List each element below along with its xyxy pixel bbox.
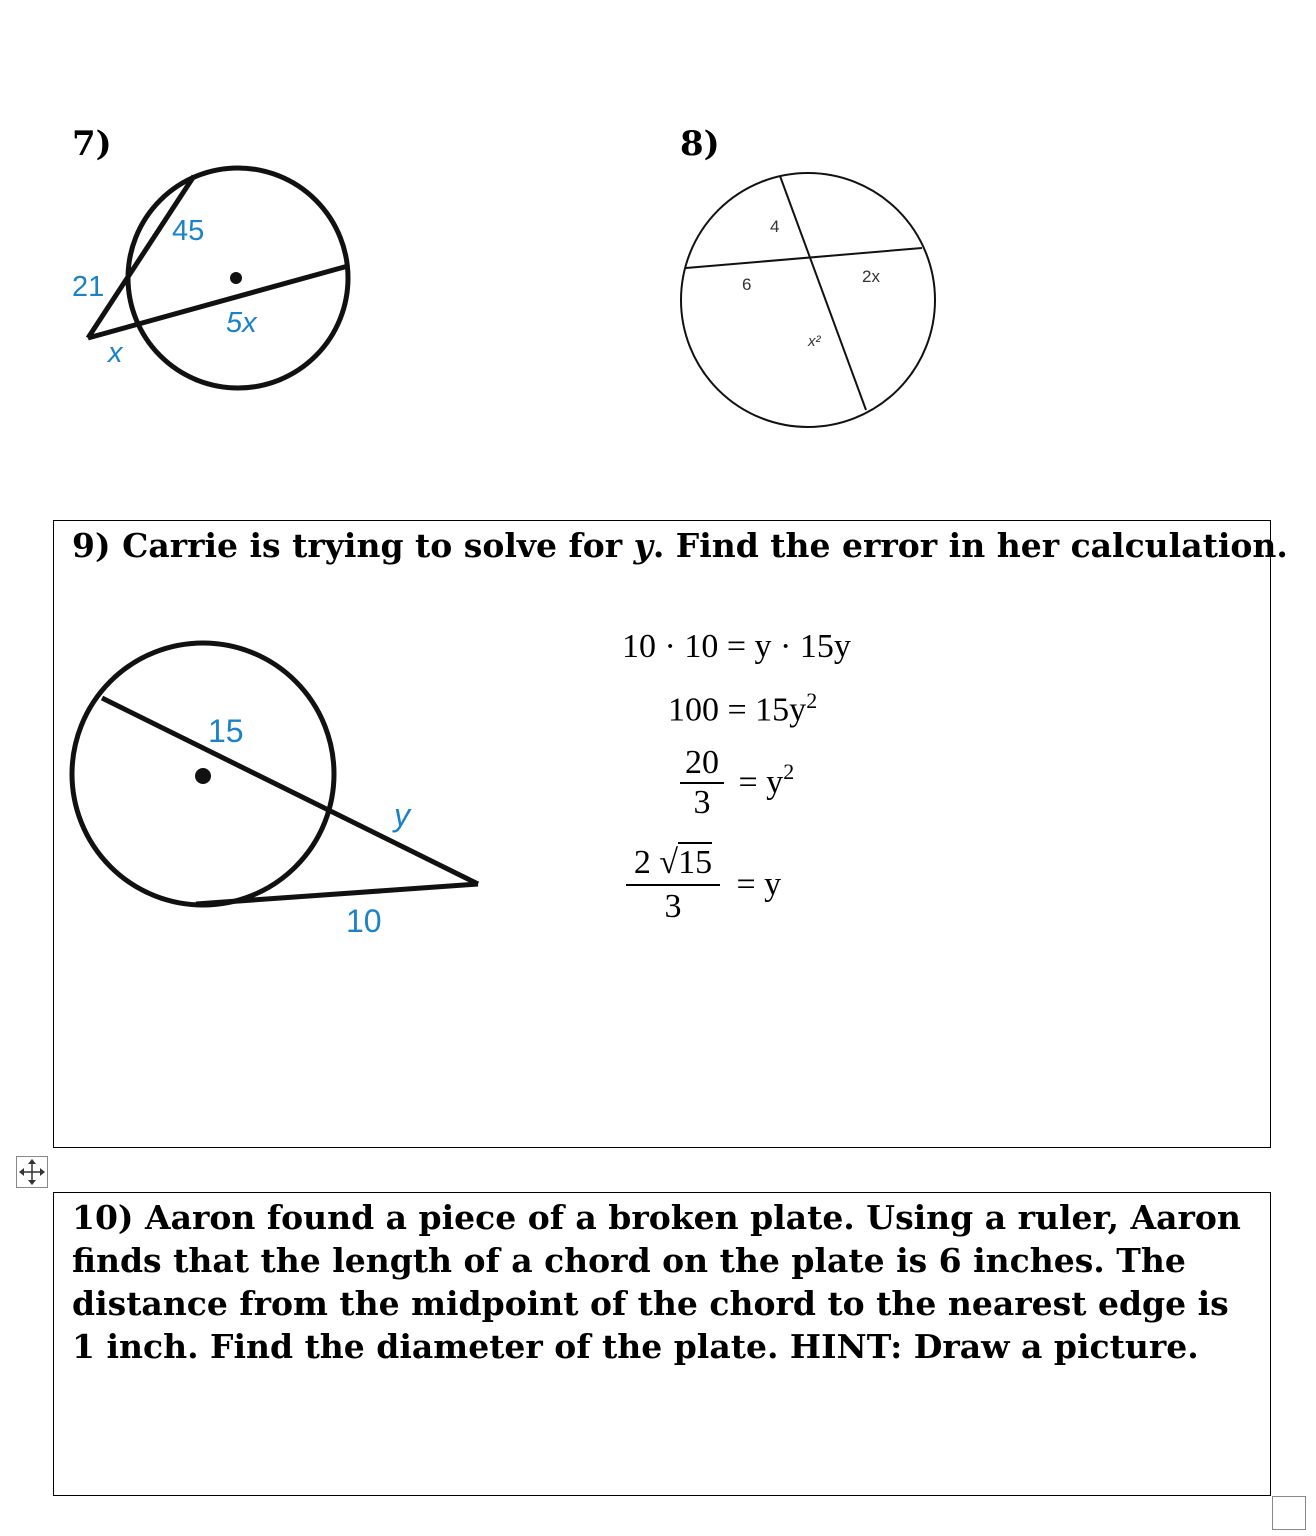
p8-label-4: 4 (770, 217, 780, 236)
p8-label-x2: x² (808, 333, 821, 350)
p9-step-4-radicand: 15 (678, 844, 713, 881)
p7-label-x: x (108, 337, 123, 369)
p8-chord-horizontal (686, 248, 922, 268)
p9-step-1-text: 10 · 10 = y · 15y (622, 628, 851, 665)
problem-9-prompt (72, 524, 1288, 567)
p9-prompt-prefix: 9) Carrie is trying to solve for (72, 526, 634, 565)
p9-step-2-text: 100 = 15y (668, 691, 807, 729)
problem-8-number: 8) (680, 124, 720, 164)
p9-tangent (196, 884, 478, 904)
move-icon (17, 1157, 47, 1187)
p9-step-3 (680, 744, 794, 822)
p7-label-5x: 5x (226, 307, 257, 339)
p8-label-2x: 2x (862, 267, 880, 286)
p9-step-3-exp: 2 (783, 758, 795, 784)
p9-secant (102, 698, 478, 884)
p9-step-3-denominator: 3 (693, 784, 711, 821)
p9-label-15: 15 (208, 713, 244, 749)
p9-center-dot (195, 768, 211, 784)
p7-label-21: 21 (72, 271, 105, 303)
p9-step-4-rhs: = y (736, 866, 782, 903)
table-resize-handle[interactable] (1272, 1496, 1306, 1530)
p9-step-4-denominator: 3 (664, 888, 682, 925)
p9-step-2 (668, 688, 817, 729)
problem-10-prompt: 10) Aaron found a piece of a broken plate. Using a ruler, Aaron finds that the length of a chord on the plate is 6 inches. The distance from the midpoint of the chord to the nearest edge is 1 inch. Find the diameter of the plate. HINT: Draw a picture. (72, 1198, 1241, 1366)
p9-prompt-suffix: . Find the error in her calculation. (652, 526, 1288, 565)
p8-chord-diagonal (780, 176, 866, 410)
p9-step-4-radical: √ (659, 844, 679, 881)
p9-prompt-var: y (633, 526, 653, 565)
p9-step-3-numerator: 20 (685, 744, 719, 781)
table-move-handle[interactable] (16, 1156, 48, 1188)
p9-label-y: y (394, 797, 410, 833)
p9-step-4 (626, 842, 781, 928)
p9-step-4-coef: 2 (633, 844, 651, 881)
problem-7-diagram (60, 160, 420, 460)
p7-label-45: 45 (172, 215, 205, 247)
p9-step-1 (622, 628, 851, 666)
problem-7-number: 7) (72, 124, 112, 164)
p8-label-6: 6 (742, 275, 752, 294)
p9-step-2-exp: 2 (806, 688, 818, 713)
p9-step-3-rhs: = y (738, 764, 784, 801)
p7-center-dot (230, 272, 242, 284)
p8-circle (681, 173, 935, 427)
p9-step-4-numerator (626, 842, 720, 884)
problem-8-diagram (660, 160, 960, 460)
problem-9-diagram (60, 630, 520, 950)
p9-label-10: 10 (346, 903, 382, 939)
